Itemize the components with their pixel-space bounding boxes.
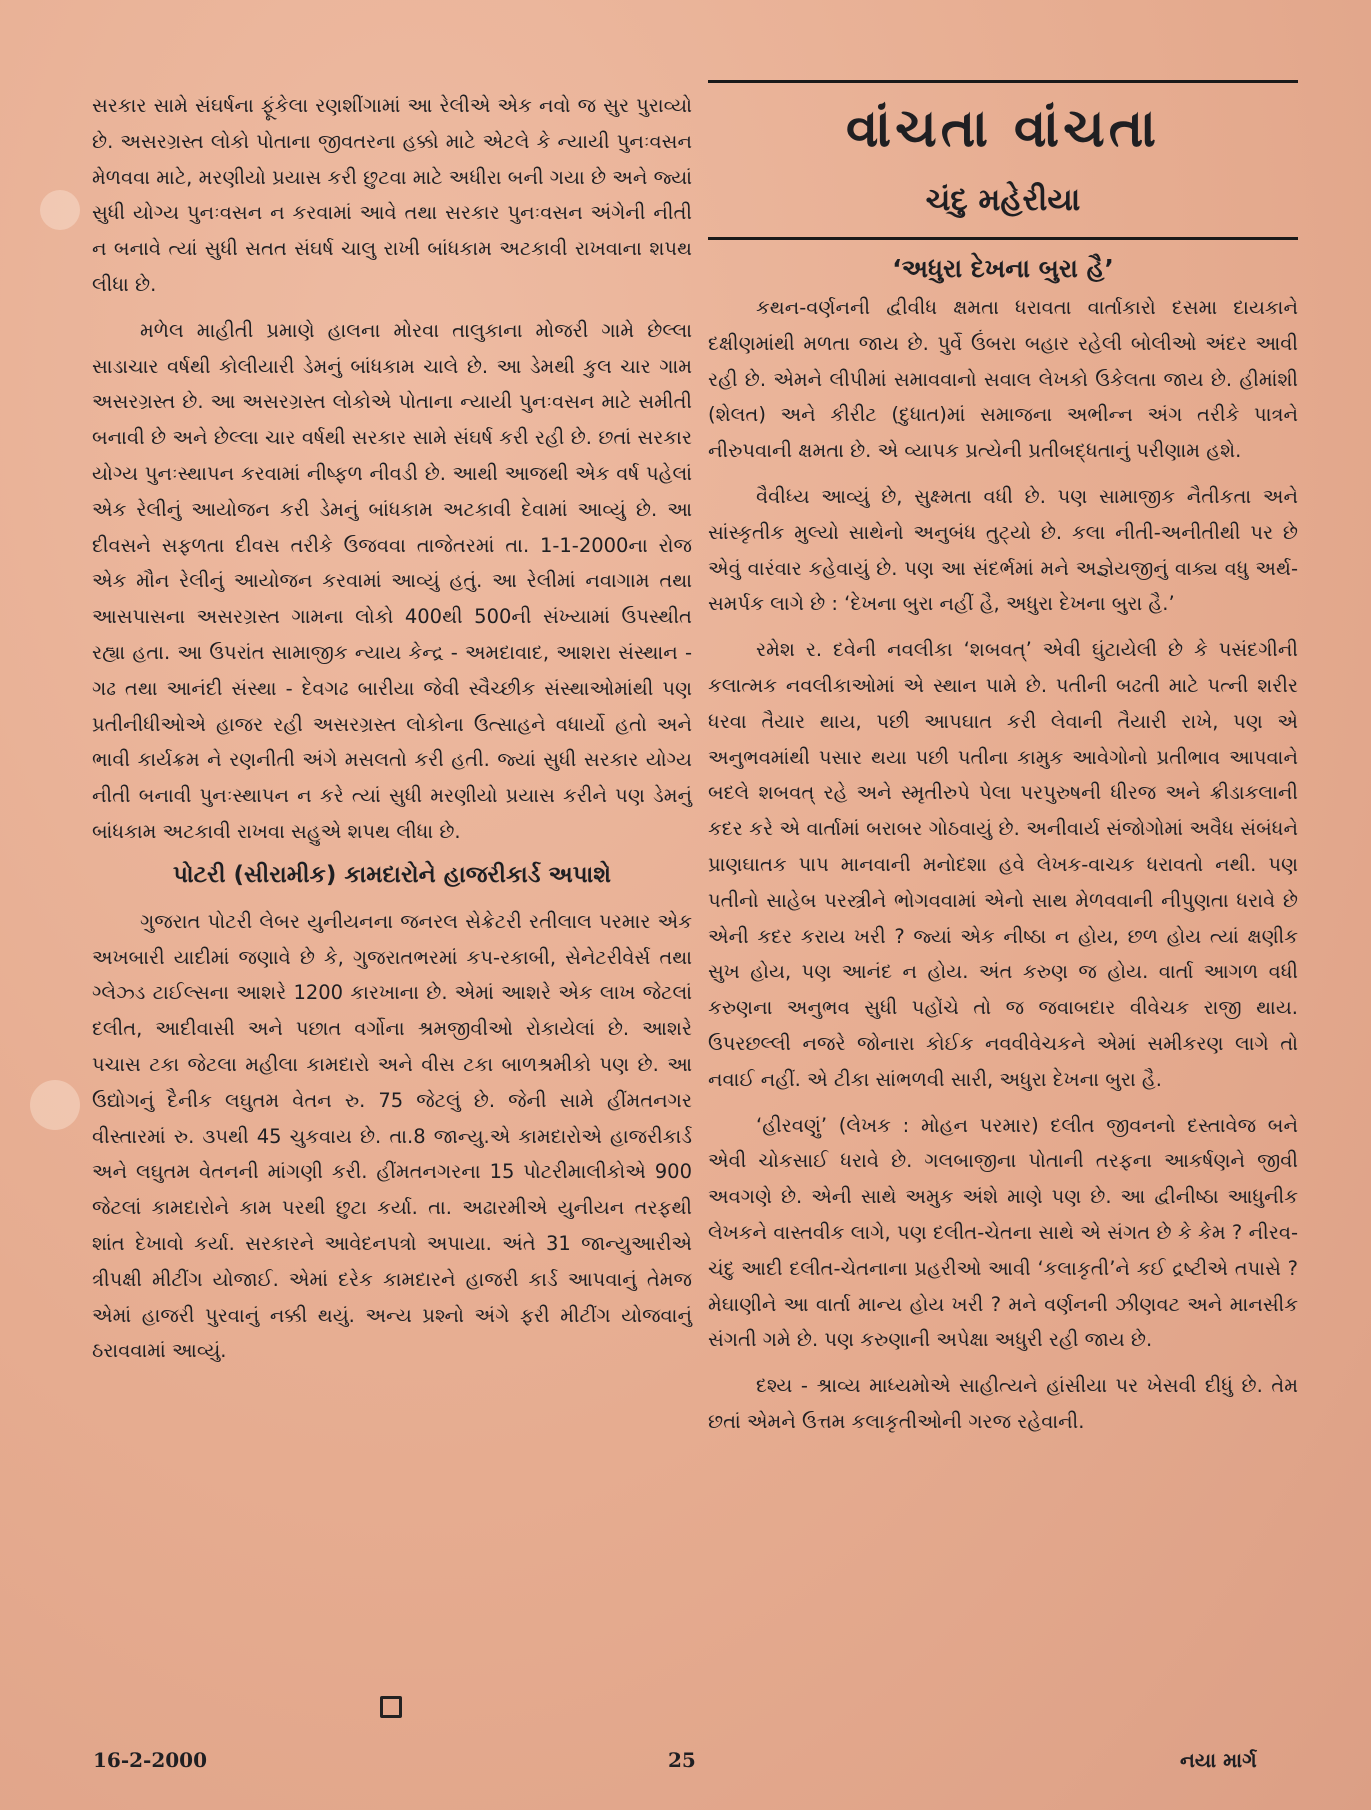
article-title: ‘અધુરા દેખના બુરા હૈ’ [892, 254, 1114, 283]
right-paragraph-2: વૈવીધ્ય આવ્યું છે, સુક્ષ્મતા વધી છે. પણ સામાજીક નૈતીકતા અને સાંસ્કૃતીક મુલ્યો સાથેનો અનુબંધ તુટ્યો છે. કલા નીતી-અનીતીથી પર છે એવું વારંવાર કહેવાયું છે. પણ આ સંદર્ભમાં મને અજ્ઞેયજીનું વાક્ય વધુ અર્થ-સમર્પક લાગે છે : ‘દેખના બુરા નહીં હૈ, અધુરા દેખના બુરા હૈ.’ [708, 484, 1298, 616]
section-subheading: પોટરી (સીરામીક) કામદારોને હાજરીકાર્ડ અપાશે [172, 861, 612, 888]
left-paragraph-1: સરકાર સામે સંઘર્ષના ફૂંકેલા રણશીંગામાં આ રેલીએ એક નવો જ સુર પુરાવ્યો છે. અસરગ્રસ્ત લોકો પોતાના જીવતરના હક્કો માટે એટલે કે ન્યાયી પુનઃવસન મેળવવા માટે, મરણીયો પ્રયાસ કરી છુટવા માટે અધીરા બની ગયા છે અને જ્યાં સુધી યોગ્ય પુનઃવસન ન કરવામાં આવે તથા સરકાર પુનઃવસન અંગેની નીતી ન બનાવે ત્યાં સુધી સતત સંઘર્ષ ચાલુ રાખી બાંધકામ અટકાવી રાખવાના શપથ લીધા છે. [92, 94, 692, 296]
column-title: વાંચતા વાંચતા [845, 99, 1160, 159]
left-paragraph-3: ગુજરાત પોટરી લેબર યુનીયનના જનરલ સેક્રેટરી રતીલાલ પરમાર એક અખબારી યાદીમાં જણાવે છે કે, ગુજરાતભરમાં કપ-રકાબી, સેનેટરીવેર્સ તથા ગ્લેઝ્ડ ટાઈલ્સના આશરે 1200 કારખાના છે. એમાં આશરે એક લાખ જેટલાં દલીત, આદીવાસી અને પછાત વર્ગોના શ્રમજીવીઓ રોકાયેલાં છે. આશરે પચાસ ટકા જેટલા મહીલા કામદારો અને વીસ ટકા બાળશ્રમીકો પણ છે. આ ઉદ્યોગનું દૈનીક લઘુતમ વેતન રુ. 75 જેટલું છે. જેની સામે હીંમતનગર વીસ્તારમાં રુ. ૩૫થી 45 ચુકવાય છે. તા.8 જાન્યુ.એ કામદારોએ હાજરીકાર્ડ અને લઘુતમ વેતનની માંગણી કરી. હીંમતનગરના 15 પોટરીમાલીકોએ 900 જેટલાં કામદારોને કામ પરથી છુટા કર્યા. તા. અઢારમીએ યુનીયન તરફથી શાંત દેખાવો કર્યા. સરકારને આવેદનપત્રો અપાયા. અંતે 31 જાન્યુઆરીએ ત્રીપક્ષી મીટીંગ યોજાઈ. એમાં દરેક કામદારને હાજરી કાર્ડ આપવાનું તેમજ એમાં હાજરી પુરવાનું નક્કી થયું. અન્ય પ્રશ્નો અંગે ફરી મીટીંગ યોજવાનું ઠરાવવામાં આવ્યું. [92, 909, 692, 1363]
bottom-rule [708, 237, 1298, 240]
left-column [92, 88, 692, 1369]
end-of-article-mark [380, 1696, 402, 1718]
right-paragraph-3: રમેશ ર. દવેની નવલીકા ‘શબવત્’ એવી ઘુંટાયેલી છે કે પસંદગીની કલાત્મક નવલીકાઓમાં એ સ્થાન પામે છે. પતીની બઢતી માટે પત્ની શરીર ધરવા તૈયાર થાય, પછી આપઘાત કરી લેવાની તૈયારી રાખે, પણ એ અનુભવમાંથી પસાર થયા પછી પતીના કામુક આવેગોનો પ્રતીભાવ આપવાને બદલે શબવત્ રહે અને સ્મૃતીરુપે પેલા પરપુરુષની ધીરજ અને ક્રીડાકલાની કદર કરે એ વાર્તામાં બરાબર ગોઠવાયું છે. અનીવાર્ય સંજોગોમાં અવૈધ સંબંધને પ્રાણઘાતક પાપ માનવાની મનોદશા હવે લેખક-વાચક ધરાવતો નથી. પણ પતીનો સાહેબ પરસ્ત્રીને ભોગવવામાં એનો સાથ મેળવવાની નીપુણતા ધરાવે છે એની કદર કરાય ખરી ? જ્યાં એક નીષ્ઠા ન હોય, છળ હોય ત્યાં ક્ષણીક સુખ હોય, પણ આનંદ ન હોય. અંત કરુણ જ હોય. વાર્તા આગળ વધી કરુણના અનુભવ સુધી પહોંચે તો જ જવાબદાર વીવેચક રાજી થાય. ઉપરછલ્લી નજરે જોનારા કોઈક નવવીવેચકને એમાં સમીકરણ લાગે તો નવાઈ નહીં. એ ટીકા સાંભળવી સારી, અધુરા દેખના બુરા હૈ. [708, 638, 1298, 1091]
left-paragraph-2: મળેલ માહીતી પ્રમાણે હાલના મોરવા તાલુકાના મોજરી ગામે છેલ્લા સાડાચાર વર્ષથી કોલીયારી ડેમનું બાંધકામ ચાલે છે. આ ડેમથી કુલ ચાર ગામ અસરગ્રસ્ત છે. આ અસરગ્રસ્ત લોકોએ પોતાના ન્યાયી પુનઃવસન માટે સમીતી બનાવી છે અને છેલ્લા ચાર વર્ષથી સરકાર સામે સંઘર્ષ કરી રહી છે. છતાં સરકાર યોગ્ય પુનઃસ્થાપન કરવામાં નીષ્ફળ નીવડી છે. આથી આજથી એક વર્ષ પહેલાં એક રેલીનું આયોજન કરી ડેમનું બાંધકામ અટકાવી દેવામાં આવ્યું છે. આ દીવસને સફળતા દીવસ તરીકે ઉજવવા તાજેતરમાં તા. 1-1-2000ના રોજ એક મૌન રેલીનું આયોજન કરવામાં આવ્યું હતું. આ રેલીમાં નવાગામ તથા આસપાસના અસરગ્રસ્ત ગામના લોકો 400થી 500ની સંખ્યામાં ઉપસ્થીત રહ્યા હતા. આ ઉપરાંત સામાજીક ન્યાય કેન્દ્ર - અમદાવાદ, આશરા સંસ્થાન - ગઢ તથા આનંદી સંસ્થા - દેવગઢ બારીયા જેવી સ્વૈચ્છીક સંસ્થાઓમાંથી પણ પ્રતીનીધીઓએ હાજર રહી અસરગ્રસ્ત લોકોના ઉત્સાહને વધાર્યો હતો અને ભાવી કાર્યક્રમ ને રણનીતી અંગે મસલતો કરી હતી. જ્યાં સુધી સરકાર યોગ્ય નીતી બનાવી પુનઃસ્થાપન ન કરે ત્યાં સુધી મરણીયો પ્રયાસ કરીને પણ ડેમનું બાંધકામ અટકાવી રાખવા સહુએ શપથ લીધા છે. [92, 318, 692, 843]
right-paragraph-5: દશ્ય - શ્રાવ્ય માધ્યમોએ સાહીત્યને હાંસીયા પર ખેસવી દીધું છે. તેમ છતાં એમને ઉત્તમ કલાકૃતીઓની ગરજ રહેવાની. [708, 1374, 1298, 1433]
issue-date: 16-2-2000 [93, 1748, 208, 1772]
top-rule [708, 80, 1298, 83]
page-footer [0, 1748, 1371, 1788]
paper-stain [40, 190, 80, 230]
paper-stain [30, 1080, 80, 1130]
magazine-name: નયા માર્ગ [1180, 1748, 1257, 1772]
page-number: 25 [668, 1748, 696, 1772]
right-column [708, 80, 1298, 1440]
author-name: ચંદુ મહેરીયા [925, 182, 1081, 218]
right-paragraph-4: ‘હીરવણું’ (લેખક : મોહન પરમાર) દલીત જીવનનો દસ્તાવેજ બને એવી ચોકસાઈ ધરાવે છે. ગલબાજીના પોતાની તરફના આકર્ષણને જીવી અવગણે છે. એની સાથે અમુક અંશે માણે પણ છે. આ દ્વીનીષ્ઠા આધુનીક લેખકને વાસ્તવીક લાગે, પણ દલીત-ચેતના સાથે એ સંગત છે કે કેમ ? નીરવ-ચંદુ આદી દલીત-ચેતનાના પ્રહરીઓ આવી ‘કલાકૃતી’ને કઈ દ્રષ્ટીએ તપાસે ? મેઘાણીને આ વાર્તા માન્ય હોય ખરી ? મને વર્ણનની ઝીણવટ અને માનસીક સંગતી ગમે છે. પણ કરુણાની અપેક્ષા અધુરી રહી જાય છે. [708, 1113, 1298, 1352]
right-paragraph-1: કથન-વર્ણનની દ્વીવીધ ક્ષમતા ધરાવતા વાર્તાકારો દસમા દાયકાને દક્ષીણમાંથી મળતા જાય છે. પુર્વે ઉંબરા બહાર રહેલી બોલીઓ અંદર આવી રહી છે. એમને લીપીમાં સમાવવાનો સવાલ લેખકો ઉકેલતા જાય છે. હીમાંશી (શેલત) અને કીરીટ (દુધાત)માં સમાજના અભીન્ન અંગ તરીકે પાત્રને નીરુપવાની ક્ષમતા છે. એ વ્યાપક પ્રત્યેની પ્રતીબદ્ધતાનું પરીણામ હશે. [708, 296, 1298, 463]
